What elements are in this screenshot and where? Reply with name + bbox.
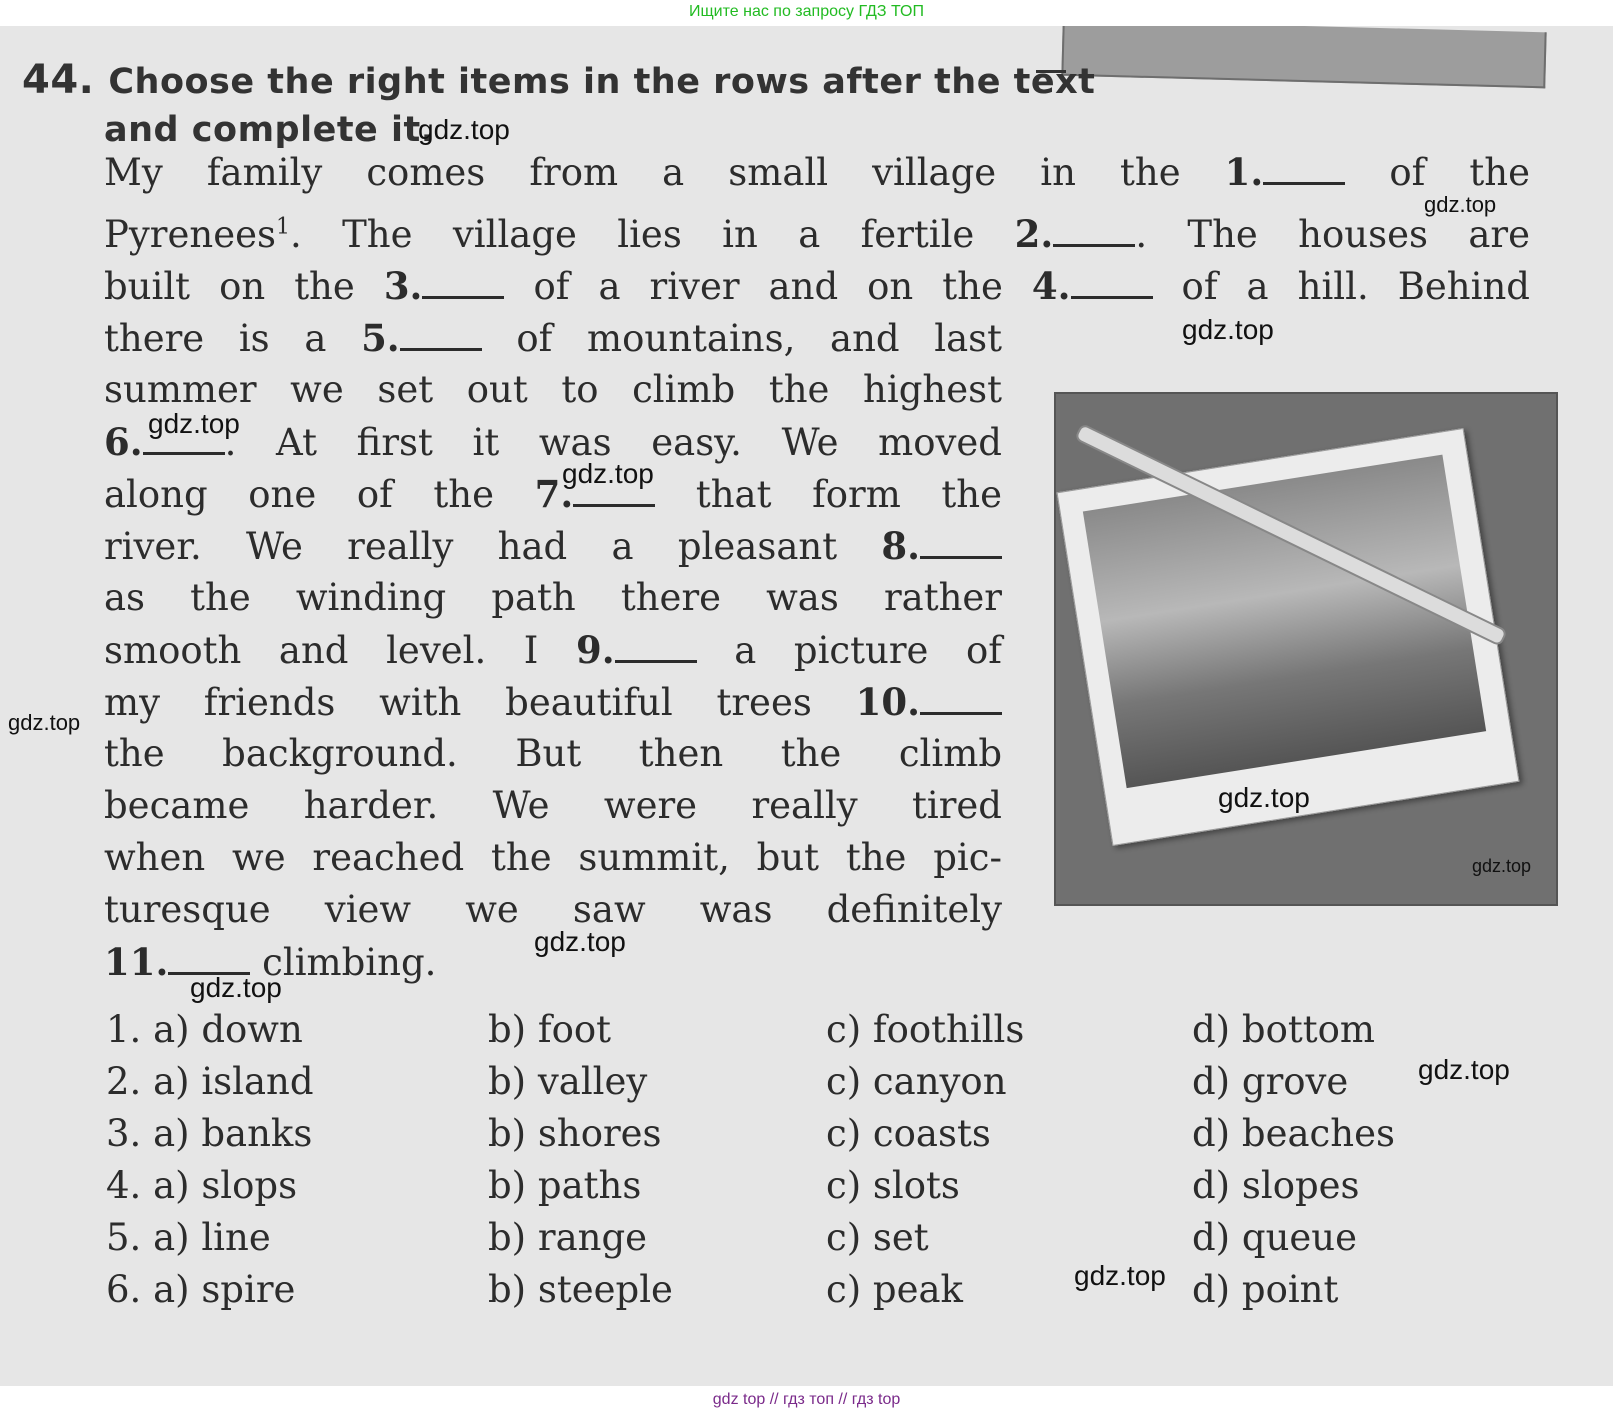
watermark: gdz.top — [1182, 314, 1274, 345]
text-fragment: when we reached the summit, but the pic- — [104, 836, 1002, 879]
option-c: c) peak — [826, 1268, 963, 1311]
gap-number: 2. — [1014, 212, 1054, 256]
answer-blank — [143, 448, 225, 455]
option-b: b) shores — [488, 1112, 662, 1155]
option-b: b) valley — [488, 1060, 648, 1103]
text-line-9 — [104, 576, 1002, 619]
text-line-12 — [104, 732, 1002, 775]
watermark: gdz.top — [1418, 1054, 1510, 1085]
text-line-13 — [104, 784, 1002, 827]
text-line-15 — [104, 888, 1002, 931]
answer-blank — [920, 552, 1002, 559]
option-d: d) queue — [1192, 1216, 1358, 1259]
answer-blank — [920, 708, 1002, 715]
option-d: d) slopes — [1192, 1164, 1360, 1207]
text-fragment: of the — [1345, 151, 1530, 194]
watermark: gdz.top — [190, 972, 282, 1003]
answer-blank — [400, 344, 482, 351]
text-fragment: built on the — [104, 265, 384, 308]
gap-number: 1. — [1224, 150, 1264, 194]
gap-number: 3. — [383, 264, 423, 308]
exercise-number: 44. — [22, 57, 95, 103]
text-fragment: a picture of — [696, 629, 1002, 672]
text-fragment: climbing. — [250, 941, 437, 984]
option-a: 5. a) line — [106, 1216, 271, 1259]
top-banner — [0, 0, 1613, 26]
answer-blank — [573, 500, 655, 507]
text-fragment: became harder. We were really tired — [104, 784, 1002, 827]
answer-blank — [422, 292, 504, 299]
watermark: gdz.top — [1074, 1260, 1166, 1291]
option-b: b) paths — [488, 1164, 642, 1207]
gap-number: 5. — [361, 316, 400, 360]
text-fragment: along one of the — [104, 473, 535, 516]
bottom-banner-text: gdz top // гдз топ // гдз top — [712, 1391, 901, 1408]
gap-number: 10. — [855, 680, 920, 724]
option-c: c) foothills — [826, 1008, 1025, 1051]
exercise-heading — [22, 56, 1095, 154]
watermark: gdz.top — [1218, 782, 1310, 813]
text-line-14 — [104, 836, 1002, 879]
text-fragment: My family comes from a small village in the — [104, 151, 1225, 194]
answer-blank — [1053, 240, 1135, 247]
gap-number: 8. — [881, 524, 920, 568]
text-fragment: of a hill. Behind — [1152, 265, 1530, 308]
option-a: 2. a) island — [106, 1060, 314, 1103]
text-line-11 — [104, 680, 1002, 724]
friends-picture — [1083, 455, 1486, 788]
watermark: gdz.top — [1472, 856, 1532, 876]
text-fragment: the background. But then the climb — [104, 732, 1002, 775]
watermark: gdz.top — [148, 408, 240, 439]
gap-number: 9. — [576, 628, 615, 672]
option-c: c) slots — [826, 1164, 960, 1207]
text-fragment: summer we set out to climb the highest — [104, 368, 1002, 411]
text-fragment: of mountains, and last — [481, 317, 1003, 360]
text-line-5 — [104, 368, 1002, 411]
instruction-line-2: and complete it. — [104, 110, 435, 150]
gap-number: 7. — [534, 472, 574, 516]
watermark: gdz.top — [562, 458, 654, 489]
option-a: 6. a) spire — [106, 1268, 296, 1311]
footnote-marker: 1 — [276, 214, 290, 240]
option-a: 3. a) banks — [106, 1112, 313, 1155]
text-line-7 — [104, 472, 1002, 516]
text-fragment: of a river and on the — [504, 265, 1032, 308]
text-fragment: turesque view we saw was definitely — [104, 888, 1002, 931]
option-a: 1. a) down — [106, 1008, 303, 1051]
option-d: d) point — [1192, 1268, 1339, 1311]
option-b: b) foot — [488, 1008, 611, 1051]
text-fragment: . The village lies in a fertile — [290, 213, 1015, 256]
text-line-2 — [104, 212, 1530, 256]
watermark: gdz.top — [534, 926, 626, 957]
text-line-3 — [104, 264, 1530, 308]
text-line-4 — [104, 316, 1002, 360]
option-b: b) steeple — [488, 1268, 673, 1311]
option-a: 4. a) slops — [106, 1164, 298, 1207]
top-picture-fragment — [1061, 26, 1546, 88]
gap-number: 4. — [1031, 264, 1071, 308]
answer-blank — [1263, 178, 1345, 185]
text-fragment: smooth and level. I — [104, 629, 577, 672]
top-banner-text: Ищите нас по запросу ГДЗ ТОП — [689, 3, 924, 20]
text-line-1 — [104, 150, 1530, 194]
gap-number: 11. — [104, 940, 169, 984]
photo-illustration — [1050, 382, 1570, 902]
answer-blank — [615, 656, 697, 663]
instruction-line-1: Choose the right items in the rows after the text — [108, 62, 1096, 102]
text-fragment: that form the — [655, 473, 1003, 516]
watermark: gdz.top — [418, 114, 510, 145]
option-c: c) coasts — [826, 1112, 991, 1155]
text-fragment: there is a — [104, 317, 362, 360]
text-fragment: . At first it was easy. We moved — [224, 421, 1002, 464]
watermark: gdz.top — [1424, 192, 1497, 217]
option-b: b) range — [488, 1216, 648, 1259]
text-fragment: . The houses are — [1135, 213, 1530, 256]
option-c: c) set — [826, 1216, 929, 1259]
text-line-8 — [104, 524, 1002, 568]
text-line-10 — [104, 628, 1002, 672]
text-fragment: river. We really had a pleasant — [104, 525, 882, 568]
gap-number: 6. — [104, 420, 143, 464]
text-fragment: my friends with beautiful trees — [104, 681, 856, 724]
textbook-page — [0, 26, 1613, 1386]
watermark: gdz.top — [8, 710, 81, 735]
option-c: c) canyon — [826, 1060, 1007, 1103]
bottom-banner — [0, 1386, 1613, 1415]
answer-blank — [1071, 292, 1153, 299]
option-d: d) bottom — [1192, 1008, 1375, 1051]
option-d: d) beaches — [1192, 1112, 1395, 1155]
text-fragment: as the winding path there was rather — [104, 576, 1002, 619]
option-d: d) grove — [1192, 1060, 1349, 1103]
text-fragment: Pyrenees — [104, 213, 276, 256]
